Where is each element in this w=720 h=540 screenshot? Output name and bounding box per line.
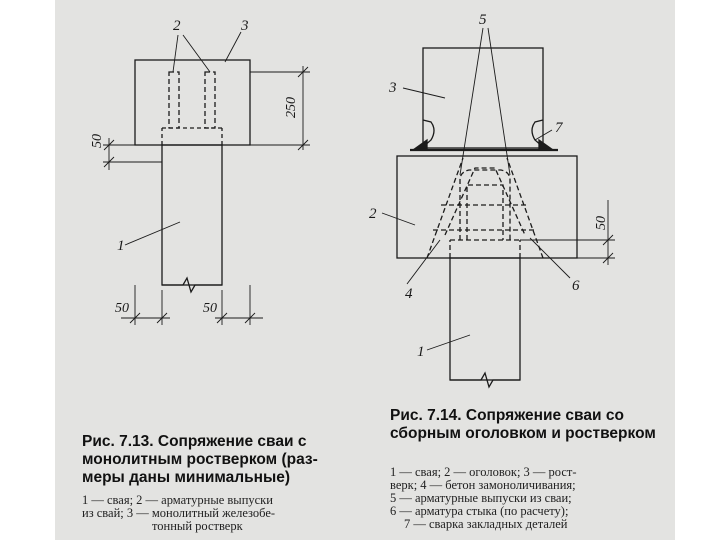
fig14-label-4: 4 <box>405 286 413 302</box>
fig14-legend-line: 7 — сварка закладных деталей <box>404 517 568 531</box>
fig13-pile <box>162 145 222 285</box>
fig13-caption-line: монолитным ростверком (раз- <box>82 451 318 468</box>
fig13-label-2: 2 <box>173 18 181 34</box>
book-page <box>55 0 675 540</box>
fig13-grillage <box>135 60 250 145</box>
fig13-dim-250-text: 250 <box>284 97 299 118</box>
fig14-label-2: 2 <box>369 206 377 222</box>
fig14-legend-line: 1 — свая; 2 — оголовок; 3 — рост- <box>390 465 577 479</box>
fig13-legend-line: из свай; 3 — монолитный железобе- <box>82 506 276 520</box>
fig13-legend-line: 1 — свая; 2 — арматурные выпуски <box>82 493 273 507</box>
fig14-label-6: 6 <box>572 278 580 294</box>
fig13-legend-line: тонный ростверк <box>152 519 243 533</box>
fig14-weld-left <box>413 140 427 150</box>
fig14-caption-line: сборным оголовком и ростверком <box>390 425 656 442</box>
fig14-dim-50-text: 50 <box>594 216 609 230</box>
fig13-caption-line: меры даны минимальные) <box>82 469 290 486</box>
fig13-legend <box>82 494 382 533</box>
fig13-dim-50-left <box>103 138 162 170</box>
fig13-drawing <box>103 32 310 325</box>
fig14-pile <box>450 258 520 380</box>
fig13-dim-50-bottom-right: 50 <box>203 301 217 316</box>
fig14-label-5: 5 <box>479 12 487 28</box>
fig14-legend-line: 6 — арматура стыка (по расчету); <box>390 504 569 518</box>
fig14-caption <box>390 407 670 443</box>
fig13-dim-50-bottom-left: 50 <box>115 301 129 316</box>
fig14-pile-cap <box>397 156 577 258</box>
fig14-caption-line: Рис. 7.14. Сопряжение сваи со <box>390 407 624 424</box>
fig13-dim-50-left-text: 50 <box>90 134 105 148</box>
fig13-caption <box>82 433 382 487</box>
fig13-label-3: 3 <box>241 18 249 34</box>
fig14-label-7: 7 <box>555 120 563 136</box>
fig13-rebar-outlets <box>169 72 215 128</box>
fig14-grillage <box>423 48 543 148</box>
fig13-pile-head-dashed <box>162 128 222 145</box>
fig14-label-3: 3 <box>389 80 397 96</box>
fig14-pile-head-dashed <box>427 158 543 258</box>
fig14-legend-line: верк; 4 — бетон замоноличивания; <box>390 478 576 492</box>
fig14-legend-line: 5 — арматурные выпуски из сваи; <box>390 491 572 505</box>
fig14-weld-right <box>539 140 553 150</box>
fig14-label-1: 1 <box>417 344 425 360</box>
fig14-legend <box>390 466 670 531</box>
fig13-leaders <box>125 32 241 245</box>
fig14-embedded-parts <box>423 120 543 147</box>
fig13-caption-line: Рис. 7.13. Сопряжение сваи с <box>82 433 307 450</box>
fig14-drawing <box>382 28 615 387</box>
fig13-label-1: 1 <box>117 238 125 254</box>
